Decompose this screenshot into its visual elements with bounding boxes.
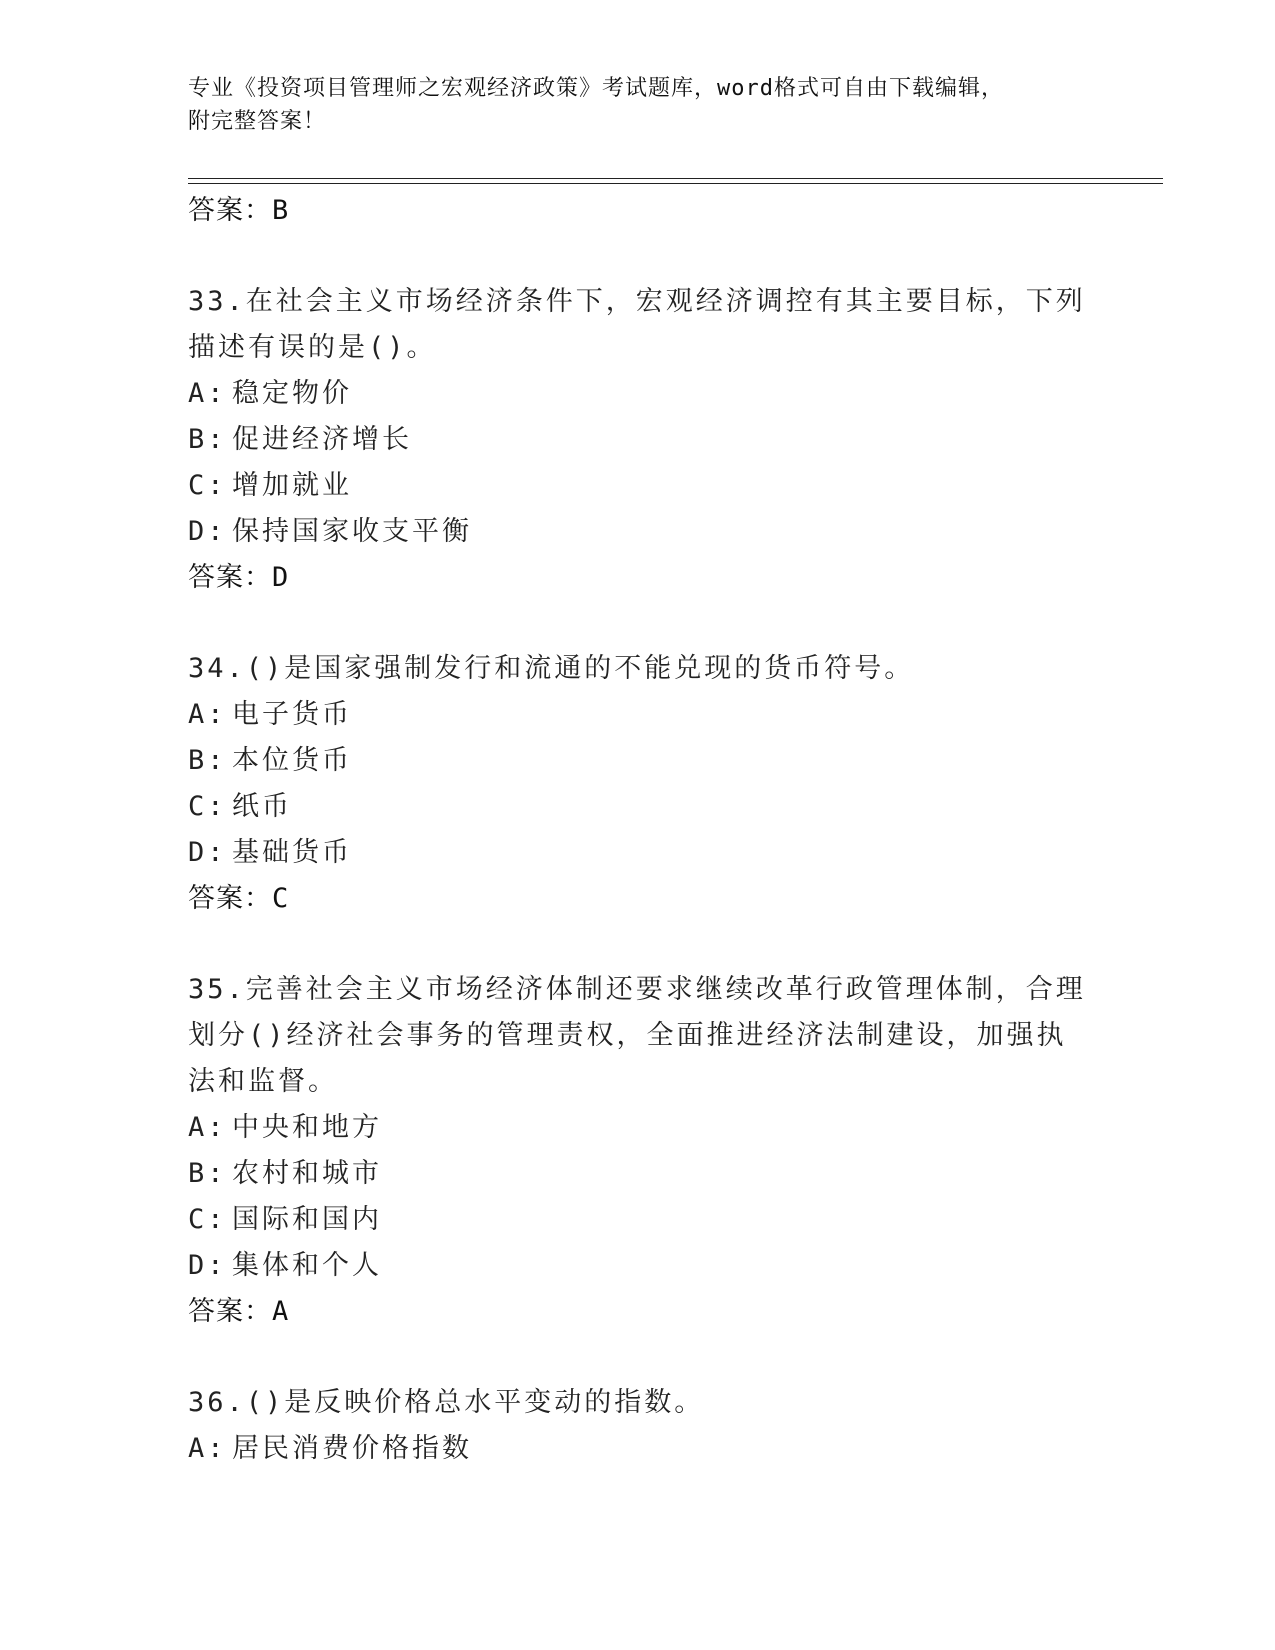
option-text: 农村和城市	[232, 1158, 382, 1189]
option-text: 本位货币	[232, 745, 352, 776]
option-letter: D:	[188, 516, 227, 547]
option-d	[188, 830, 1088, 876]
answer-label: 答案：	[188, 562, 272, 593]
header-line-2: 附完整答案！	[188, 109, 327, 134]
option-letter: B:	[188, 1158, 227, 1189]
answer-line	[188, 188, 1088, 234]
option-letter: D:	[188, 837, 227, 868]
option-text: 中央和地方	[232, 1112, 382, 1143]
option-text: 基础货币	[232, 837, 352, 868]
option-letter: C:	[188, 470, 227, 501]
option-letter: C:	[188, 791, 227, 822]
option-text: 纸币	[232, 791, 292, 822]
question-33	[188, 279, 1088, 601]
answer-value: B	[272, 195, 290, 226]
option-text: 稳定物价	[232, 378, 352, 409]
option-letter: B:	[188, 424, 227, 455]
option-text: 促进经济增长	[232, 424, 412, 455]
question-list	[188, 188, 1088, 1472]
question-34	[188, 646, 1088, 922]
header-divider-bottom	[188, 183, 1163, 184]
answer-line	[188, 1289, 1088, 1335]
option-a	[188, 1105, 1088, 1151]
option-letter: A:	[188, 699, 227, 730]
option-c	[188, 1197, 1088, 1243]
answer-label: 答案：	[188, 1296, 272, 1327]
answer-label: 答案：	[188, 195, 272, 226]
option-letter: B:	[188, 745, 227, 776]
question-36	[188, 1380, 1088, 1472]
option-letter: A:	[188, 378, 227, 409]
option-text: 电子货币	[232, 699, 352, 730]
answer-value: A	[272, 1296, 290, 1327]
option-d	[188, 509, 1088, 555]
option-text: 集体和个人	[232, 1250, 382, 1281]
answer-value: C	[272, 883, 290, 914]
option-text: 保持国家收支平衡	[232, 516, 472, 547]
header-line-1: 专业《投资项目管理师之宏观经济政策》考试题库，word格式可自由下载编辑，	[188, 76, 1004, 101]
option-text: 国际和国内	[232, 1204, 382, 1235]
answer-label: 答案：	[188, 883, 272, 914]
option-c	[188, 463, 1088, 509]
answer-line	[188, 555, 1088, 601]
option-b	[188, 1151, 1088, 1197]
option-a	[188, 371, 1088, 417]
option-b	[188, 738, 1088, 784]
question-stem: 36.()是反映价格总水平变动的指数。	[188, 1387, 705, 1418]
option-c	[188, 784, 1088, 830]
option-a	[188, 692, 1088, 738]
option-letter: A:	[188, 1433, 227, 1464]
option-d	[188, 1243, 1088, 1289]
question-stem: 34.()是国家强制发行和流通的不能兑现的货币符号。	[188, 653, 915, 684]
option-letter: D:	[188, 1250, 227, 1281]
option-letter: A:	[188, 1112, 227, 1143]
answer-value: D	[272, 562, 290, 593]
option-text: 居民消费价格指数	[232, 1433, 472, 1464]
header-divider-top	[188, 178, 1163, 179]
option-letter: C:	[188, 1204, 227, 1235]
question-stem: 35.完善社会主义市场经济体制还要求继续改革行政管理体制，合理划分()经济社会事务的管理责权，全面推进经济法制建设，加强执法和监督。	[188, 974, 1086, 1097]
answer-line	[188, 876, 1088, 922]
option-b	[188, 417, 1088, 463]
document-header	[188, 72, 1088, 138]
option-text: 增加就业	[232, 470, 352, 501]
question-stem: 33.在社会主义市场经济条件下，宏观经济调控有其主要目标，下列描述有误的是()。	[188, 286, 1086, 363]
question-35	[188, 967, 1088, 1335]
option-a	[188, 1426, 1088, 1472]
